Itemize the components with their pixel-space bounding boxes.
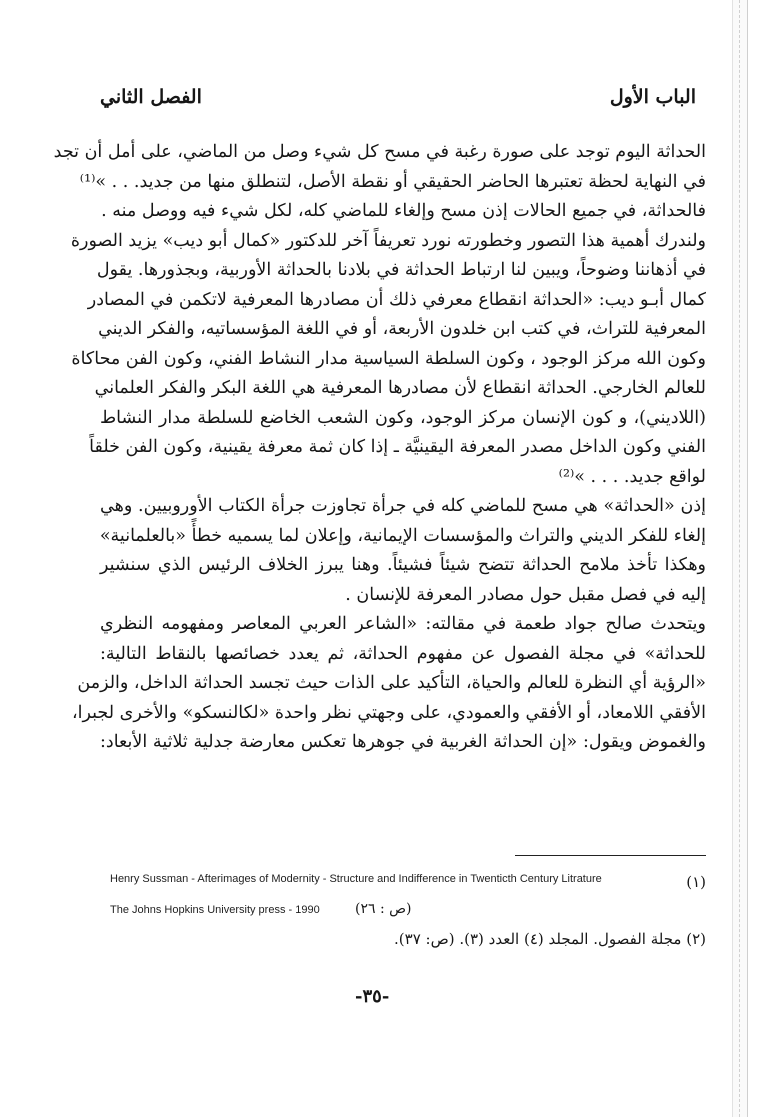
text-line: الأفقي اللامعاد، أو الأفقي والعمودي، على وجهتي نظر واحدة «لكالنسكو» والأخرى لجبرا، (71, 702, 706, 723)
text-line: إذن «الحداثة» هي مسح للماضي كله في جرأة تجاوزت جرأة الكتاب الأوروبيين. وهي (100, 496, 706, 516)
page-binding-edge (732, 0, 748, 1117)
text-line: المعرفية للتراث، في كتب ابن خلدون الأربعة، أو في اللغة المؤسساتيه، والفكر الديني (98, 319, 706, 339)
footnote-1-number: (١) (686, 873, 706, 891)
page-number: -٣٥- (355, 986, 390, 1007)
running-header-chapter: الفصل الثاني (100, 86, 202, 108)
footnote-1-page: (ص : ٢٦) (355, 901, 412, 917)
text-line: وكون الله مركز الوجود ، وكون السلطة السياسية مدار النشاط الفني، وكون الفن محاكاة (71, 348, 706, 369)
body-text (53, 138, 706, 758)
text-line: إلغاء للفكر الديني والتراث والمؤسسات الإيمانية، وإعلان لما يسميه خطأً «بالعلمانية» (99, 525, 706, 546)
text-line: فالحداثة، في جميع الحالات إذن مسح وإلغاء للماضي كله، لكل شيء فيه ووصل منه . (101, 201, 706, 221)
text-line: (اللاديني)، و كون الإنسان مركز الوجود، وكون الشعب الخاضع للسلطة مدار النشاط (100, 407, 706, 428)
footnote-1-publisher: The Johns Hopkins University press - 1990 (110, 904, 320, 916)
footnote-1-continued (110, 901, 610, 923)
text-line: ويتحدث صالح جواد طعمة في مقالته: «الشاعر العربي المعاصر ومفهومه النظري (100, 614, 706, 634)
text-line: والغموض ويقول: «إن الحداثة الغربية في جوهرها تعكس معارضة جدلية ثلاثية الأبعاد: (100, 732, 706, 752)
text-line: كمال أبـو ديب: «الحداثة انقطاع معرفي ذلك أن مصادرها المعرفية لاتكمن في المصادر (87, 289, 706, 310)
text-line: ولندرك أهمية هذا التصور وخطورته نورد تعريفاً آخر للدكتور «كمال أبو ديب» يزيد الصورة (70, 230, 706, 251)
text-line: وهكذا تأخذ ملامح الحداثة تتضح شيئاً فشيئاً. وهنا يبرز الخلاف الرئيس الذي سنشير (100, 555, 706, 575)
text-line: للعالم الخارجي. الحداثة انقطاع لأن مصادرها المعرفية هي اللغة البكر والفكر العلماني (94, 378, 706, 398)
text-line: «الرؤية أي النظرة للعالم والحياة، التأكيد على الذات حيث تجسد الحداثة الداخل، والزمن (77, 673, 706, 693)
footnote-1 (110, 873, 706, 897)
text-line: في أذهاننا وضوحاً، ويبين لنا ارتباط الحداثة في بلادنا بالحداثة الأوربية، وبجذورها. يقول (96, 260, 706, 280)
text-line: الفني وكون الداخل مصدر المعرفة اليقينيَّة ـ إذا كان ثمة معرفة يقينية، وكون الفن خلقاً (89, 437, 706, 457)
running-header-part: الباب الأول (609, 86, 696, 108)
text-line: لواقع جديد. . . . »⁽²⁾ (558, 466, 706, 487)
text-line: الحداثة اليوم توجد على صورة رغبة في مسح كل شيء وصل من الماضي، على أمل أن تجد (53, 142, 706, 162)
text-line: للحداثة» في مجلة الفصول عن مفهوم الحداثة، ثم يعدد خصائصها بالنقاط التالية: (100, 643, 706, 664)
footnote-separator (515, 855, 706, 856)
footnote-2: (٢) مجلة الفصول. المجلد (٤) العدد (٣). (ص: ٣٧). (394, 930, 706, 948)
text-line: إليه في فصل مقبل حول مصادر المعرفة للإنسان . (345, 584, 706, 605)
text-line: في النهاية لحظة تعتبرها الحاضر الحقيقي أو نقطة الأصل، لتنطلق منها من جديد. . . »⁽¹⁾ (79, 171, 706, 192)
footnote-1-citation: Henry Sussman - Afterimages of Modernity - Structure and Indifference in Twenticth Century Litrature (110, 873, 602, 885)
